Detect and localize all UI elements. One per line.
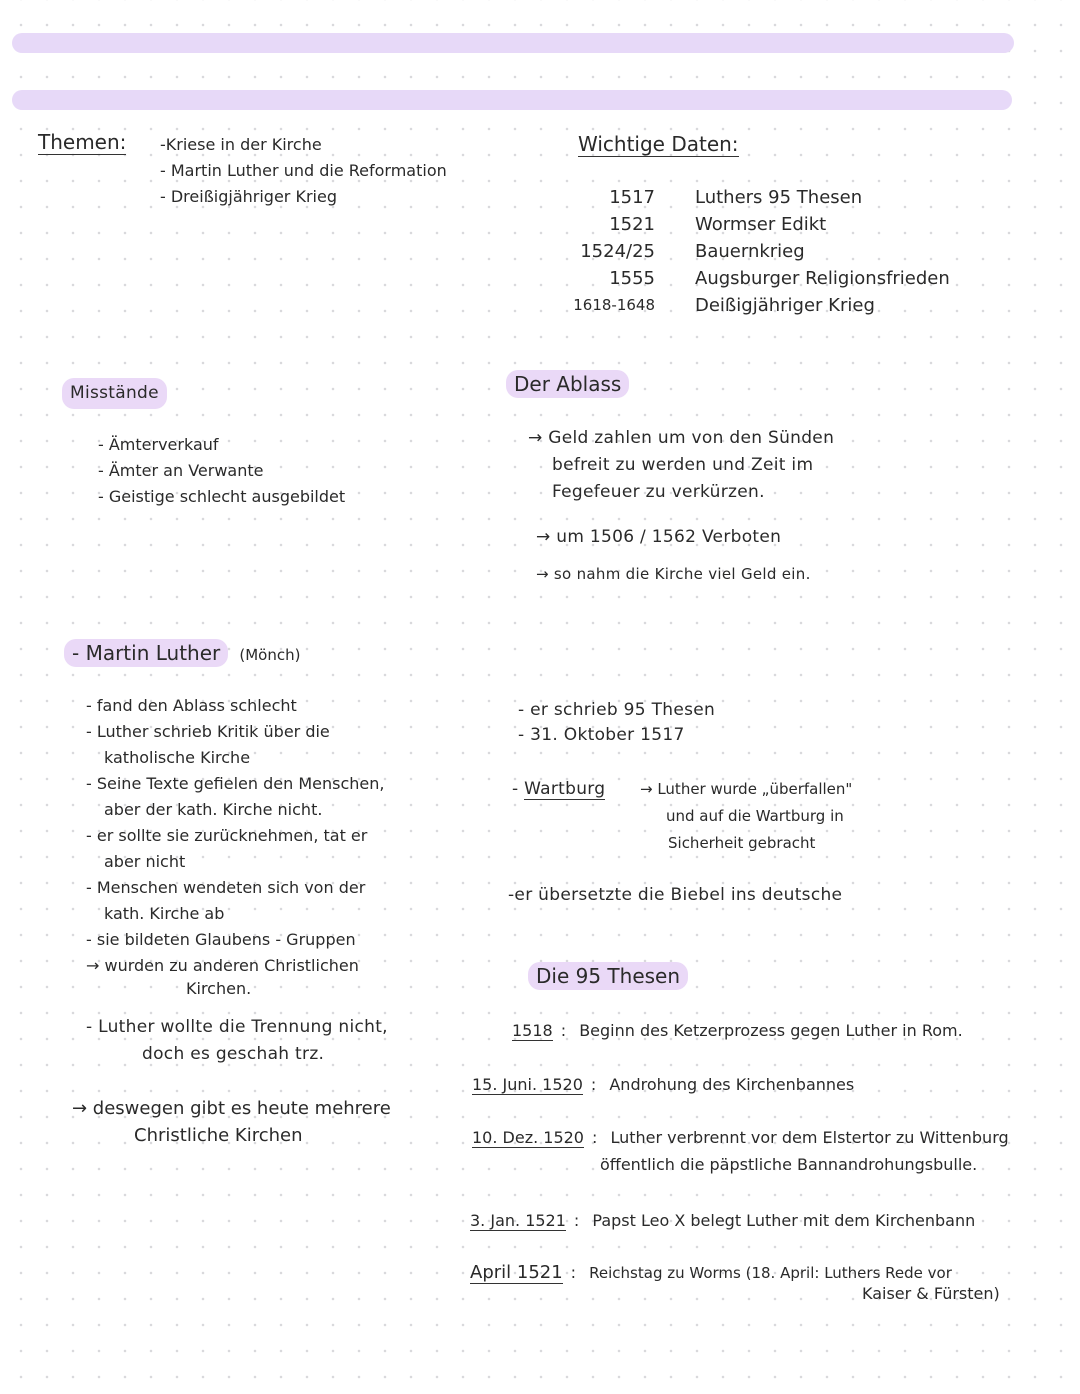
date-row xyxy=(565,184,950,211)
luther-item: - er sollte sie zurücknehmen, tat er xyxy=(86,826,368,845)
thesen-text: Beginn des Ketzerprozess gegen Luther in Rom. xyxy=(579,1021,963,1040)
luther-title-note: (Mönch) xyxy=(239,646,301,664)
thesen-sep: : xyxy=(573,1211,580,1230)
thesen-row xyxy=(600,1152,977,1178)
luther-item xyxy=(86,979,384,999)
thesen-sep: : xyxy=(591,1128,598,1147)
wichtige-daten-table xyxy=(565,184,950,319)
date-row xyxy=(565,265,950,292)
thesen-row xyxy=(470,1208,975,1234)
luther-item: - Luther schrieb Kritik über die xyxy=(86,722,330,741)
date-row xyxy=(565,292,950,319)
wartburg-line: und auf die Wartburg in xyxy=(666,807,844,825)
wartburg-block xyxy=(512,776,605,803)
luther-item-cont: aber der kath. Kirche nicht. xyxy=(104,800,323,819)
luther-item: - sie bildeten Glaubens - Gruppen xyxy=(86,930,356,949)
luther-item: - fand den Ablass schlecht xyxy=(86,696,297,715)
thesen-date: 3. Jan. 1521 xyxy=(470,1211,566,1230)
themen-list xyxy=(160,132,447,210)
date-year: 1517 xyxy=(609,187,655,208)
luther-item: doch es geschah trz. xyxy=(142,1044,325,1064)
ablass-line: → Geld zahlen um von den Sünden xyxy=(528,428,835,448)
thesen-row xyxy=(472,1125,1009,1151)
missstaende-item: - Geistige schlecht ausgebildet xyxy=(98,487,346,506)
luther-item-cont: aber nicht xyxy=(104,852,186,871)
conclusion-line: Christliche Kirchen xyxy=(134,1125,303,1146)
missstaende-list xyxy=(98,432,345,510)
conclusion-line: → deswegen gibt es heute mehrere xyxy=(72,1098,391,1119)
wichtige-daten-title: Wichtige Daten: xyxy=(578,132,739,156)
date-row xyxy=(565,238,950,265)
date-event: Luthers 95 Thesen xyxy=(695,187,863,208)
ablass-text xyxy=(528,425,834,506)
missstaende-item: - Ämter an Verwante xyxy=(98,461,264,480)
date-row xyxy=(565,211,950,238)
date-event: Deißigjähriger Krieg xyxy=(695,295,875,316)
ablass-note-verboten: → um 1506 / 1562 Verboten xyxy=(536,527,782,547)
luther-item-cont: katholische Kirche xyxy=(104,748,251,767)
highlight-bar-second xyxy=(12,90,1012,110)
note-95-thesen: - er schrieb 95 Thesen xyxy=(518,700,716,720)
thesen-text: Papst Leo X belegt Luther mit dem Kirchenbann xyxy=(592,1211,976,1230)
luther-item: - Menschen wendeten sich von der xyxy=(86,878,366,897)
thesen-sep: : xyxy=(570,1263,577,1282)
luther-item: → wurden zu anderen Christlichen xyxy=(86,956,359,975)
thesen-date: 15. Juni. 1520 xyxy=(472,1075,583,1094)
luther-heading xyxy=(64,641,300,665)
wartburg-line: Sicherheit gebracht xyxy=(668,834,816,852)
thesen-text: Androhung des Kirchenbannes xyxy=(609,1075,855,1094)
date-year: 1521 xyxy=(609,214,655,235)
luther-list xyxy=(86,693,384,999)
luther-item xyxy=(86,901,384,927)
highlight-bar-top xyxy=(12,33,1014,53)
luther-item-cont: kath. Kirche ab xyxy=(104,904,225,923)
wartburg-line: → Luther wurde „überfallen" xyxy=(640,780,853,798)
wartburg-text xyxy=(640,776,852,857)
luther-item xyxy=(86,849,384,875)
ablass-note-geld: → so nahm die Kirche viel Geld ein. xyxy=(536,565,811,583)
thesen-row xyxy=(472,1072,854,1098)
wartburg-label: Wartburg xyxy=(524,779,606,799)
themen-item: - Martin Luther und die Reformation xyxy=(160,161,447,180)
themen-item: - Dreißigjähriger Krieg xyxy=(160,187,337,206)
date-year: 1555 xyxy=(609,268,655,289)
themen-item: -Kriese in der Kirche xyxy=(160,135,322,154)
wartburg-dash: - xyxy=(512,779,525,799)
thesen-text: öffentlich die päpstliche Bannandrohungsbulle. xyxy=(600,1155,978,1174)
thesen-sep: : xyxy=(590,1075,597,1094)
luther-item: - Seine Texte gefielen den Menschen, xyxy=(86,774,385,793)
date-year: 1524/25 xyxy=(580,241,655,262)
luther-item xyxy=(86,797,384,823)
date-year: 1618-1648 xyxy=(573,296,655,314)
missstaende-item: - Ämterverkauf xyxy=(98,435,219,454)
thesen-text: Luther verbrennt vor dem Elstertor zu Wittenburg xyxy=(610,1128,1009,1147)
note-31-oktober: - 31. Oktober 1517 xyxy=(518,725,685,745)
luther-conclusion xyxy=(72,1095,391,1149)
date-event: Augsburger Religionsfrieden xyxy=(695,268,950,289)
thesen-title: Die 95 Thesen xyxy=(528,962,688,990)
date-event: Bauernkrieg xyxy=(695,241,805,262)
date-event: Wormser Edikt xyxy=(695,214,827,235)
thesen-row xyxy=(512,1018,963,1044)
thesen-sep: : xyxy=(560,1021,567,1040)
missstaende-title: Misstände xyxy=(62,378,167,409)
note-bibel: -er übersetzte die Biebel ins deutsche xyxy=(508,885,843,905)
luther-item: - Luther wollte die Trennung nicht, xyxy=(86,1017,388,1037)
thesen-text: Kaiser & Fürsten) xyxy=(862,1284,1000,1303)
thesen-text: Reichstag zu Worms (18. April: Luthers Rede vor xyxy=(589,1264,952,1282)
thesen-date: April 1521 xyxy=(470,1262,563,1283)
ablass-line: Fegefeuer zu verkürzen. xyxy=(552,482,765,502)
thesen-row xyxy=(862,1281,1000,1307)
luther-item xyxy=(86,745,384,771)
ablass-line: befreit zu werden und Zeit im xyxy=(552,455,814,475)
thesen-date: 10. Dez. 1520 xyxy=(472,1128,584,1147)
luther-item-cont: Kirchen. xyxy=(186,979,252,998)
luther-trennung xyxy=(86,1014,388,1068)
luther-title: - Martin Luther xyxy=(64,639,228,667)
themen-label: Themen: xyxy=(38,130,127,154)
thesen-date: 1518 xyxy=(512,1021,553,1040)
ablass-title: Der Ablass xyxy=(506,370,629,398)
